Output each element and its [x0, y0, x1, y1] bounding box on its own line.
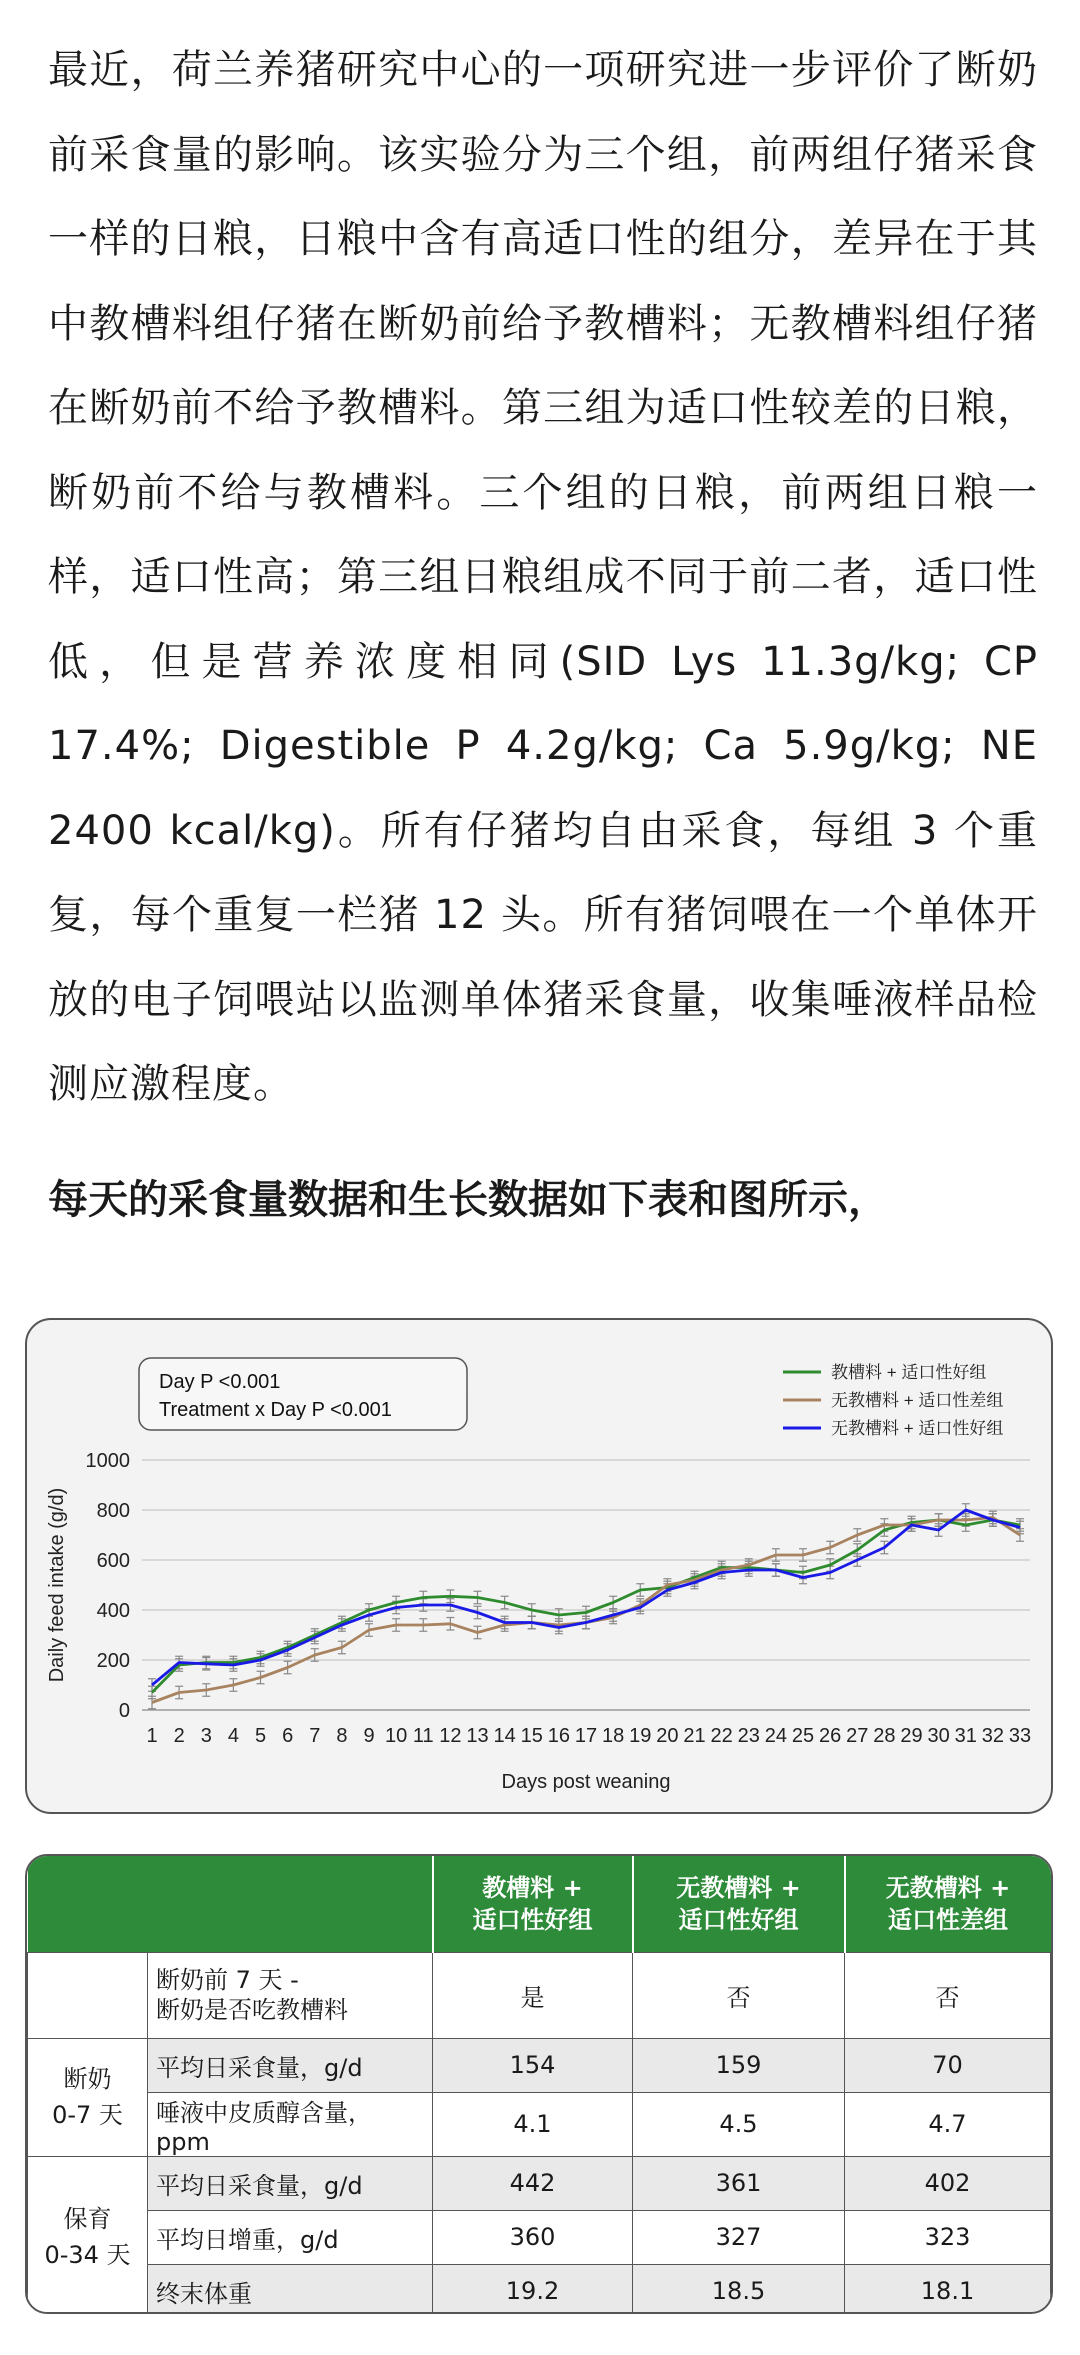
x-tick-label: 16 [547, 1725, 570, 1747]
x-tick-label: 27 [846, 1725, 869, 1747]
row-label: 平均日采食量，g/d [148, 2038, 433, 2092]
row0-label: 断奶前 7 天 - 断奶是否吃教槽料 [148, 1952, 433, 2038]
x-tick-label: 20 [656, 1725, 679, 1747]
results-table [25, 1854, 1053, 2314]
section-heading: 每天的采食量数据和生长数据如下表和图所示， [48, 1177, 888, 1223]
x-tick-label: 24 [764, 1725, 787, 1747]
legend-label-2: 无教槽料 + 适口性差组 [831, 1391, 1004, 1410]
x-tick-label: 4 [227, 1725, 239, 1747]
x-tick-label: 1 [146, 1725, 158, 1747]
legend-label-1: 教槽料 + 适口性好组 [831, 1363, 987, 1382]
x-tick-label: 33 [1008, 1725, 1032, 1747]
x-tick-label: 9 [363, 1725, 375, 1747]
cell: 18.5 [633, 2264, 845, 2314]
y-tick-label: 0 [118, 1700, 130, 1722]
group-weaning-label: 断奶 0-7 天 [28, 2038, 148, 2156]
x-tick-label: 32 [981, 1725, 1004, 1747]
cell: 360 [433, 2210, 633, 2264]
x-tick-label: 25 [791, 1725, 815, 1747]
x-tick-label: 22 [710, 1725, 733, 1747]
y-tick-label: 600 [96, 1550, 130, 1572]
x-tick-label: 29 [900, 1725, 923, 1747]
y-axis-label: Daily feed intake (g/d) [46, 1487, 68, 1683]
x-tick-label: 28 [873, 1725, 896, 1747]
row0-val-1: 是 [433, 1952, 633, 2038]
stats-annotation-text: Treatment x Day P <0.001 [159, 1399, 392, 1421]
x-tick-label: 17 [574, 1725, 598, 1747]
x-tick-label: 5 [254, 1725, 267, 1747]
cell: 327 [633, 2210, 845, 2264]
chart-svg [27, 1320, 1053, 1814]
cell: 4.1 [433, 2092, 633, 2156]
cell: 442 [433, 2156, 633, 2210]
row-label: 平均日采食量，g/d [148, 2156, 433, 2210]
x-tick-label: 19 [629, 1725, 652, 1747]
x-tick-label: 13 [466, 1725, 489, 1747]
x-tick-label: 31 [954, 1725, 977, 1747]
cell: 4.7 [845, 2092, 1051, 2156]
y-tick-label: 400 [96, 1600, 130, 1622]
x-axis-label: Days post weaning [501, 1771, 671, 1793]
x-tick-label: 10 [385, 1725, 408, 1747]
cell: 19.2 [433, 2264, 633, 2314]
legend-label-3: 无教槽料 + 适口性好组 [831, 1419, 1004, 1438]
cell: 402 [845, 2156, 1051, 2210]
row-label: 平均日增重，g/d [148, 2210, 433, 2264]
cell: 159 [633, 2038, 845, 2092]
x-tick-label: 7 [309, 1725, 321, 1747]
y-tick-label: 200 [96, 1650, 130, 1672]
x-tick-label: 2 [173, 1725, 185, 1747]
x-tick-label: 15 [520, 1725, 543, 1747]
y-tick-label: 1000 [85, 1450, 130, 1472]
stats-annotation-text: Day P <0.001 [159, 1371, 281, 1393]
cell: 361 [633, 2156, 845, 2210]
y-tick-label: 800 [96, 1500, 130, 1522]
header-blank [28, 1856, 433, 1952]
col-header-3: 无教槽料 + 适口性差组 [845, 1856, 1051, 1952]
row0-val-3: 否 [845, 1952, 1051, 2038]
group-nursery-label: 保育 0-34 天 [28, 2156, 148, 2314]
row0-val-2: 否 [633, 1952, 845, 2038]
cell: 323 [845, 2210, 1051, 2264]
x-tick-label: 18 [602, 1725, 625, 1747]
x-tick-label: 30 [927, 1725, 950, 1747]
cell: 18.1 [845, 2264, 1051, 2314]
x-tick-label: 26 [819, 1725, 842, 1747]
x-tick-label: 8 [336, 1725, 348, 1747]
x-tick-label: 6 [282, 1725, 294, 1747]
x-tick-label: 3 [200, 1725, 212, 1747]
col-header-1: 教槽料 + 适口性好组 [433, 1856, 633, 1952]
series-line-3 [152, 1510, 1020, 1685]
cell: 154 [433, 2038, 633, 2092]
col-header-2: 无教槽料 + 适口性好组 [633, 1856, 845, 1952]
x-tick-label: 12 [439, 1725, 462, 1747]
row0-blank [28, 1952, 148, 2038]
x-tick-label: 11 [412, 1725, 434, 1747]
cell: 4.5 [633, 2092, 845, 2156]
row-label: 终末体重 [148, 2264, 433, 2314]
article-paragraph: 最近，荷兰养猪研究中心的一项研究进一步评价了断奶前采食量的影响。该实验分为三个组，前两组仔猪采食一样的日粮，日粮中含有高适口性的组分，差异在于其中教槽料组仔猪在断奶前给予教槽料；无教槽料组仔猪在断奶前不给予教槽料。第三组为适口性较差的日粮，断奶前不给与教槽料。三个组的日粮，前两组日粮一样，适口性高；第三组日粮组成不同于前二者，适口性低，但是营养浓度相同(SID Lys 11.3g/kg; CP 17.4%; Digestible P 4.2g/kg; Ca 5.9g/kg; NE 2400 kcal/kg)。所有仔猪均自由采食，每组 3 个重复，每个重复一栏猪 12 头。所有猪饲喂在一个单体开放的电子饲喂站以监测单体猪采食量，收集唾液样品检测应激程度。 [48, 47, 1038, 1107]
x-tick-label: 14 [493, 1725, 516, 1747]
row-label: 唾液中皮质醇含量，ppm [148, 2092, 433, 2156]
feed-intake-chart [25, 1318, 1053, 1814]
x-tick-label: 23 [737, 1725, 760, 1747]
cell: 70 [845, 2038, 1051, 2092]
x-tick-label: 21 [683, 1725, 706, 1747]
